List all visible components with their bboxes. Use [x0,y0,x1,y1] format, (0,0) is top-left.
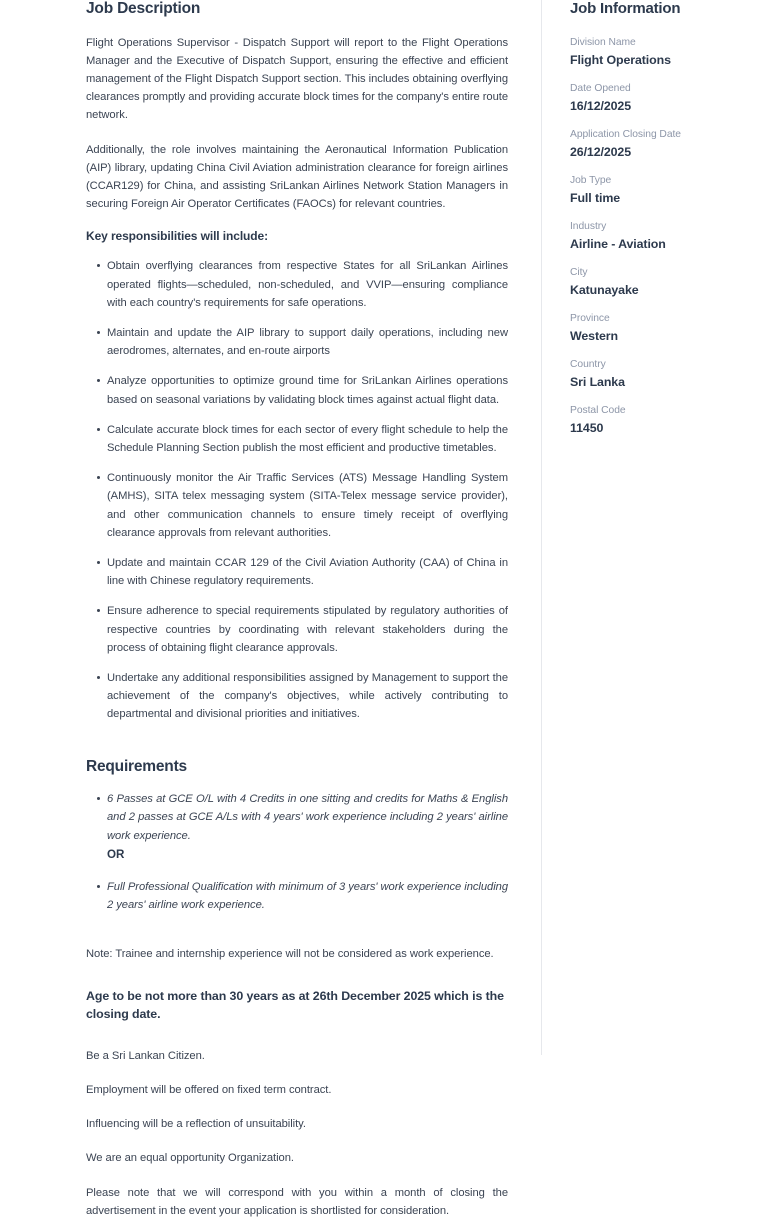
spacer [86,915,508,945]
info-field-city [570,266,745,298]
list-item: Full Professional Qualification with minimum of 3 years' work experience including 2 years' airline work experience. [86,878,508,914]
info-field-application-closing-date [570,128,745,160]
responsibilities-subheading: Key responsibilities will include: [86,229,268,244]
spacer [86,724,508,758]
info-label: Country [570,359,606,370]
page-title: Job Description [86,0,201,17]
list-item [86,790,508,864]
list-item: Continuously monitor the Air Traffic Services (ATS) Message Handling System (AMHS), SITA telex messaging system (SITA-Telex message service provider), and other communication channels to ensure timely receipt of overflying clearance approvals from relevant authorities. [86,469,508,542]
spacer [86,1023,508,1047]
info-value: Flight Operations [570,53,671,67]
list-item: Obtain overflying clearances from respective States for all SriLankan Airlines operated flights—scheduled, non-scheduled, and VVIP—ensuring compliance with each country's requirements for safe operations. [86,257,508,312]
info-value: Western [570,329,618,343]
info-value: Airline - Aviation [570,237,666,251]
or-label: OR [107,847,125,861]
experience-note: Note: Trainee and internship experience will not be considered as work experience. [86,947,494,960]
info-value: 26/12/2025 [570,145,632,159]
age-requirement-statement: Age to be not more than 30 years as at 26th December 2025 which is the closing date. [86,988,504,1021]
info-label: Application Closing Date [570,129,681,140]
info-field-division-name [570,36,745,68]
info-label: City [570,267,588,278]
requirements-title: Requirements [86,757,187,775]
info-label: Date Opened [570,83,631,94]
closing-line: Employment will be offered on fixed term contract. [86,1083,332,1096]
info-value: Full time [570,191,621,205]
list-item: Update and maintain CCAR 129 of the Civil Aviation Authority (CAA) of China in line with Chinese regulatory requirements. [86,554,508,590]
responsibilities-list [86,257,508,723]
list-item: Analyze opportunities to optimize ground time for SriLankan Airlines operations based on seasonal variations by validating block times against actual flight data. [86,372,508,408]
info-value: 16/12/2025 [570,99,632,113]
info-value: Katunayake [570,283,639,297]
closing-line: Influencing will be a reflection of unsuitability. [86,1118,306,1131]
info-label: Postal Code [570,405,626,416]
job-information-sidebar [570,0,745,436]
info-field-province [570,312,745,344]
info-value: Sri Lanka [570,375,625,389]
intro-paragraph-1: Flight Operations Supervisor - Dispatch Support will report to the Flight Operations Manager and the Executive of Dispatch Support, ensuring the effective and efficient management of the Flight Dispatch Support section. This includes obtaining overflying clearances promptly and providing accurate block times for the company's entire route network. [86,36,508,122]
info-label: Industry [570,221,607,232]
info-field-industry [570,220,745,252]
info-field-postal-code [570,404,745,436]
job-description-column [86,0,508,1220]
closing-line: We are an equal opportunity Organization. [86,1152,294,1165]
info-label: Division Name [570,37,636,48]
spacer [86,963,508,987]
sidebar-title: Job Information [570,0,681,17]
info-value: 11450 [570,421,604,435]
list-item: Undertake any additional responsibilities assigned by Management to support the achievement of the company's objectives, while actively contributing to departmental and divisional priorities and initiatives. [86,669,508,724]
info-field-country [570,358,745,390]
requirement-text: 6 Passes at GCE O/L with 4 Credits in one sitting and credits for Maths & English and 2 passes at GCE A/Ls with 4 years' work experience including 2 years' airline work experience. [107,793,508,842]
info-field-date-opened [570,82,745,114]
info-field-job-type [570,174,745,206]
correspondence-note: Please note that we will correspond with you within a month of closing the advertisement in the event your application is shortlisted for consideration. [86,1186,508,1217]
closing-line: Be a Sri Lankan Citizen. [86,1049,205,1062]
requirements-list [86,790,508,914]
list-item: Calculate accurate block times for each sector of every flight schedule to help the Schedule Planning Section publish the most efficient and productive timetables. [86,421,508,457]
intro-paragraph-2: Additionally, the role involves maintaining the Aeronautical Information Publication (AIP) library, updating China Civil Aviation administration clearance for foreign airlines (CCAR129) for China, and assisting SriLankan Airlines Network Station Managers in securing Foreign Air Operator Certificates (FAOCs) for relevant countries. [86,143,508,211]
info-label: Province [570,313,610,324]
list-item: Maintain and update the AIP library to support daily operations, including new aerodromes, alternates, and en-route airports [86,324,508,360]
list-item: Ensure adherence to special requirements stipulated by regulatory authorities of respective countries by coordinating with relevant stakeholders during the process of obtaining flight clearance approvals. [86,602,508,657]
info-label: Job Type [570,175,612,186]
column-divider [541,0,542,1055]
